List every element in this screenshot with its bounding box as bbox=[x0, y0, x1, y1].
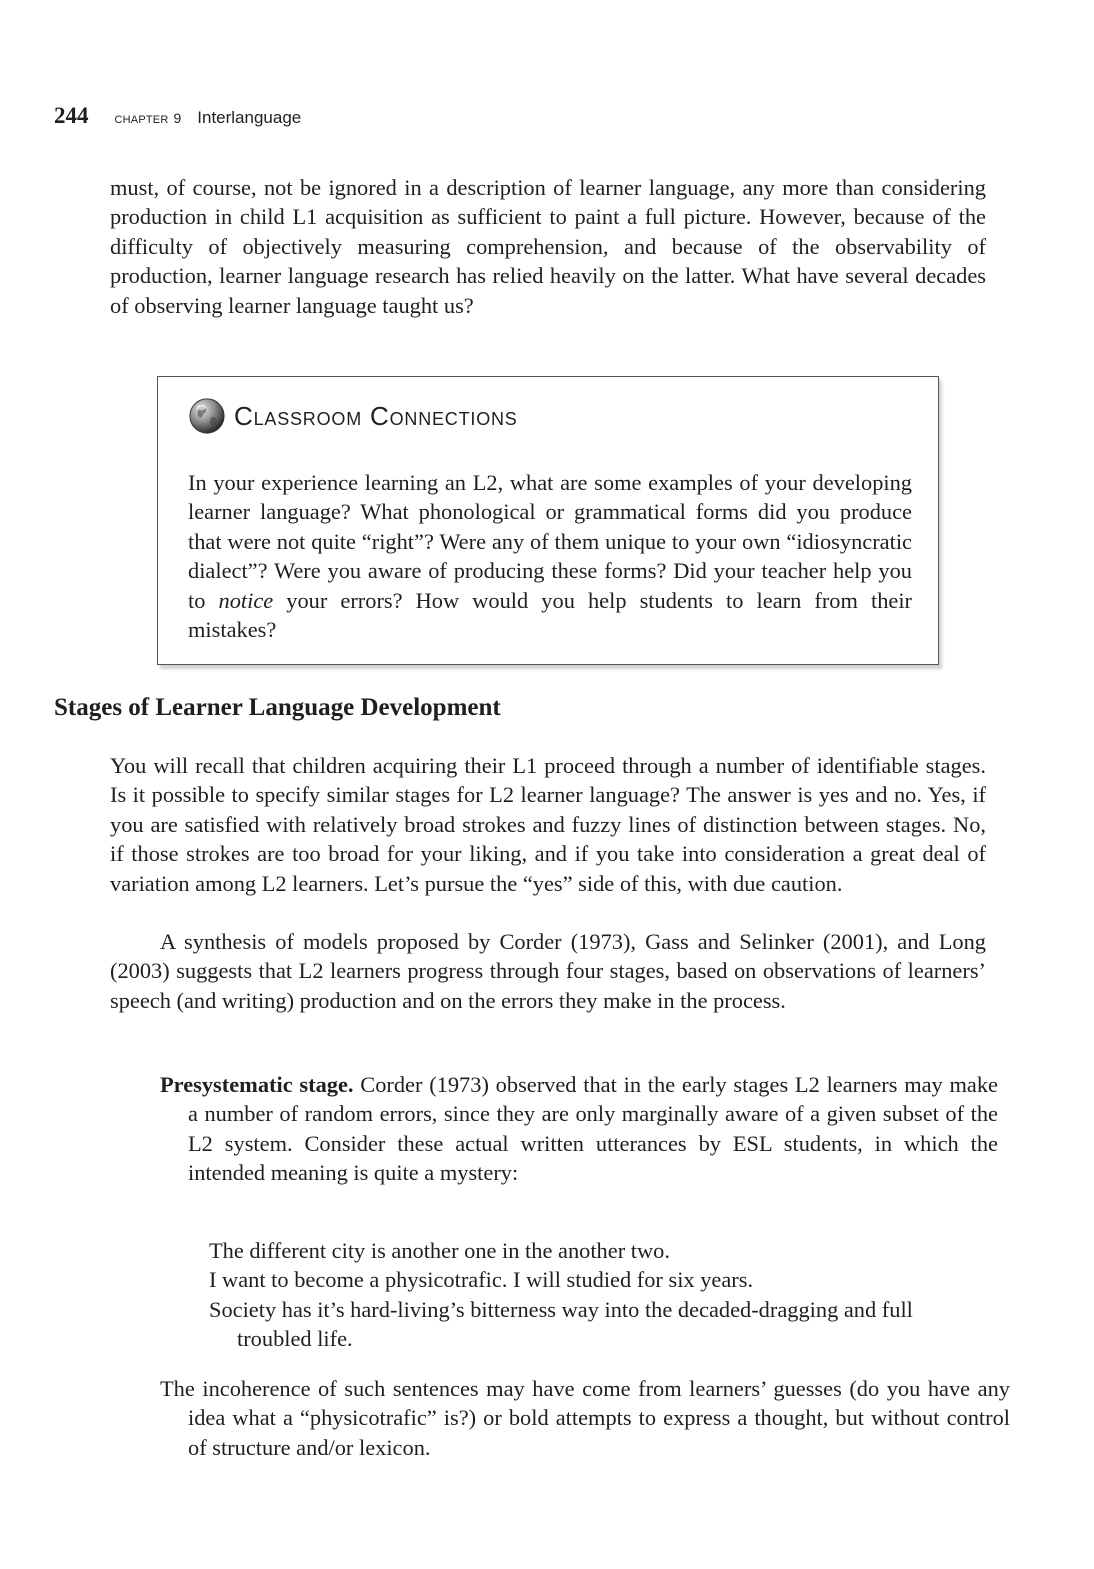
intro-paragraph: must, of course, not be ignored in a description of learner language, any more than considering production in child L1 acquisition as sufficient to paint a full picture. However, because of the difficulty of objectively measuring comprehension, and because of the observability of production, learner language research has relied heavily on the latter. What have several decades of observing learner language taught us? bbox=[110, 175, 986, 318]
classroom-connections-box bbox=[157, 376, 939, 665]
callout-title: Classroom Connections bbox=[234, 400, 518, 431]
example-utterances bbox=[209, 1236, 986, 1354]
section-paragraph: You will recall that children acquiring their L1 proceed through a number of identifiable stages. Is it possible to specify similar stages for L2 learner language? The answer is yes and no. Yes, if you are satisfied with relatively broad strokes and fuzzy lines of distinction between stages. No, if those strokes are too broad for your liking, and if you take into consideration a great deal of variation among L2 learners. Let’s pursue the “yes” side of this, with due caution. bbox=[110, 753, 986, 896]
example-utterance: Society has it’s hard-living’s bitterness way into the decaded-dragging and full troubled life. bbox=[209, 1296, 913, 1352]
callout-text-part: In your experience learning an L2, what are some examples of your developing learner language? What phonological or grammatical forms did you produce that were not quite “right”? Were any of them unique to your own “idiosyncratic dialect”? Were you aware of producing these forms? Did your teacher help you to bbox=[188, 470, 912, 613]
running-head bbox=[54, 103, 301, 129]
closing-paragraph: The incoherence of such sentences may have come from learners’ guesses (do you have any idea what a “physicotrafic” is?) or bold attempts to express a thought, but without control of structure and/or lexicon. bbox=[160, 1376, 1010, 1460]
chapter-number: 9 bbox=[173, 110, 182, 126]
callout-header bbox=[188, 397, 518, 435]
chapter-label: CHAPTER bbox=[114, 114, 169, 126]
callout-text bbox=[188, 468, 912, 644]
stage-term: Presystematic stage. bbox=[160, 1072, 354, 1097]
example-utterance: The different city is another one in the another two. bbox=[209, 1238, 670, 1263]
section-heading: Stages of Learner Language Development bbox=[54, 694, 501, 721]
presystematic-stage-paragraph bbox=[160, 1070, 998, 1188]
section-paragraph: A synthesis of models proposed by Corder (1973), Gass and Selinker (2001), and Long (2003) suggests that L2 learners progress through four stages, based on observations of learners’ speech (and writing) production and on the errors they make in the process. bbox=[110, 929, 986, 1013]
globe-icon bbox=[188, 397, 226, 435]
example-utterance: I want to become a physicotrafic. I will studied for six years. bbox=[209, 1267, 754, 1293]
chapter-title: Interlanguage bbox=[197, 108, 302, 127]
page-number: 244 bbox=[54, 103, 89, 128]
stage-description: Corder (1973) observed that in the early stages L2 learners may make a number of random errors, since they are only marginally aware of a given subset of the L2 system. Consider these actual written utterances by ESL students, in which the intended meaning is quite a mystery: bbox=[188, 1072, 998, 1186]
callout-text-part: your errors? How would you help students to learn from their mistakes? bbox=[188, 587, 913, 643]
callout-emphasis: notice bbox=[218, 587, 274, 613]
